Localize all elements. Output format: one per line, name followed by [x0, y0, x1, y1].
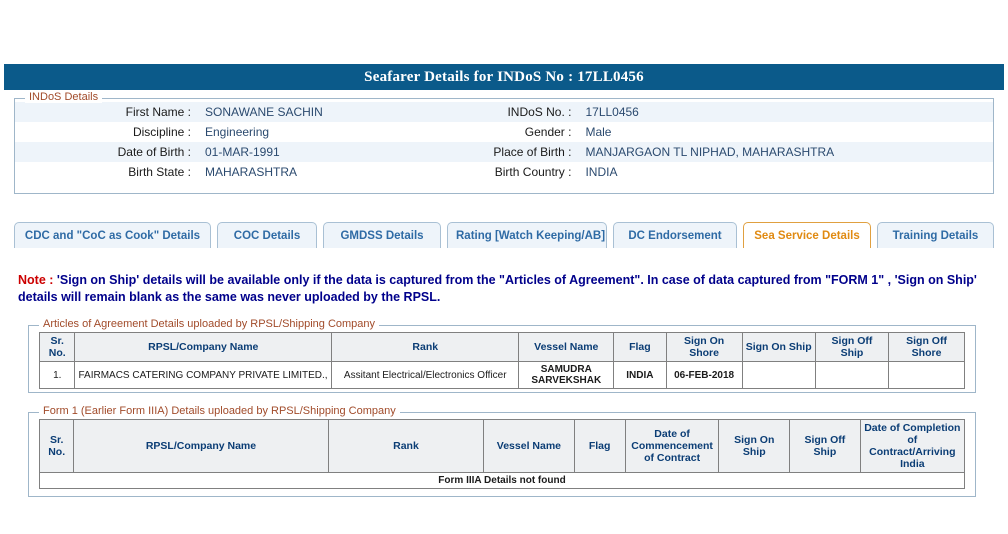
cell-sign-off-shore: [889, 362, 965, 389]
tab-label: COC Details: [233, 230, 301, 242]
column-header-rank: Rank: [332, 333, 519, 362]
empty-message: Form IIIA Details not found: [40, 473, 965, 489]
column-header-sign-on-shore: Sign On Shore: [666, 333, 742, 362]
cell-company-name: FAIRMACS CATERING COMPANY PRIVATE LIMITED.,: [75, 362, 332, 389]
gender-value: Male: [585, 125, 612, 139]
tab-dc-endorsement[interactable]: [613, 222, 737, 248]
tab-coc-details[interactable]: [217, 222, 317, 248]
tab-training-details[interactable]: [877, 222, 994, 248]
indos-no-value: 17LL0456: [585, 105, 639, 119]
table-header-row: [40, 333, 965, 362]
cell-flag: INDIA: [614, 362, 667, 389]
table-header-row: [40, 420, 965, 473]
tab-label: DC Endorsement: [628, 230, 722, 242]
discipline-label: Discipline :: [132, 125, 191, 139]
articles-of-agreement-section: [28, 318, 976, 393]
tab-rating-watch-keeping-ab[interactable]: [447, 222, 607, 248]
column-header-sign-on-ship: Sign On Ship: [742, 333, 815, 362]
column-header-sr-no: Sr. No.: [40, 333, 75, 362]
tab-label: Rating [Watch Keeping/AB]: [456, 230, 606, 242]
cell-sign-off-ship: [815, 362, 888, 389]
tab-label: Training Details: [892, 230, 979, 242]
column-header-date-of-completion-of-contract: Date of Completion of Contract/Arriving India: [860, 420, 964, 473]
page-title-text: Seafarer Details for INDoS No : 17LL0456: [364, 68, 644, 85]
table-row: [40, 473, 965, 489]
date-of-birth-label: Date of Birth :: [117, 145, 191, 159]
discipline-value: Engineering: [205, 125, 270, 139]
table-row: [15, 102, 993, 122]
tab-sea-service-details[interactable]: [743, 222, 871, 248]
column-header-sr-no: Sr. No.: [40, 420, 74, 473]
cell-sr-no: 1.: [40, 362, 75, 389]
articles-of-agreement-table: [39, 332, 965, 389]
column-header-sign-off-ship: Sign Off Ship: [815, 333, 888, 362]
indos-details-section: [14, 91, 994, 194]
column-header-sign-on-ship: Sign On Ship: [719, 420, 790, 473]
indos-details-table: [15, 102, 993, 182]
form1-legend: Form 1 (Earlier Form IIIA) Details uploaded by RPSL/Shipping Company: [39, 405, 400, 417]
cell-sign-on-shore: 06-FEB-2018: [666, 362, 742, 389]
column-header-sign-off-shore: Sign Off Shore: [889, 333, 965, 362]
birth-country-label: Birth Country :: [494, 165, 572, 179]
note-text: [18, 272, 986, 306]
column-header-flag: Flag: [574, 420, 625, 473]
column-header-sign-off-ship: Sign Off Ship: [790, 420, 861, 473]
birth-state-label: Birth State :: [128, 165, 191, 179]
form1-table: [39, 419, 965, 489]
column-header-date-of-commencement-of-contract: Date of Commencement of Contract: [625, 420, 719, 473]
tab-cdc-and-coc-as-cook-details[interactable]: [14, 222, 211, 248]
place-of-birth-label: Place of Birth :: [493, 145, 572, 159]
cell-rank: Assitant Electrical/Electronics Officer: [332, 362, 519, 389]
column-header-company-name: RPSL/Company Name: [74, 420, 328, 473]
tab-gmdss-details[interactable]: [323, 222, 441, 248]
table-row: [15, 162, 993, 182]
note-body: 'Sign on Ship' details will be available only if the data is captured from the "Articles of Agreement". In case of data captured from "FORM 1" , 'Sign on Ship' details will remain blank as the same was never uploaded by the RPSL.: [18, 273, 977, 304]
tab-label: CDC and "CoC as Cook" Details: [24, 230, 201, 242]
articles-of-agreement-legend: Articles of Agreement Details uploaded by RPSL/Shipping Company: [39, 318, 379, 330]
form1-section: [28, 405, 976, 497]
page-title: [4, 64, 1004, 90]
birth-state-value: MAHARASHTRA: [205, 165, 298, 179]
tab-label: Sea Service Details: [754, 230, 860, 242]
column-header-rank: Rank: [328, 420, 484, 473]
note-label: Note :: [18, 273, 54, 287]
column-header-company-name: RPSL/Company Name: [75, 333, 332, 362]
column-header-vessel-name: Vessel Name: [484, 420, 574, 473]
date-of-birth-value: 01-MAR-1991: [205, 145, 280, 159]
first-name-value: SONAWANE SACHIN: [205, 105, 323, 119]
table-row: [40, 362, 965, 389]
place-of-birth-value: MANJARGAON TL NIPHAD, MAHARASHTRA: [585, 145, 835, 159]
column-header-flag: Flag: [614, 333, 667, 362]
cell-vessel-name: SAMUDRA SARVEKSHAK: [519, 362, 614, 389]
table-row: [15, 142, 993, 162]
table-row: [15, 122, 993, 142]
first-name-label: First Name :: [125, 105, 191, 119]
birth-country-value: INDIA: [585, 165, 618, 179]
indos-details-legend: INDoS Details: [25, 91, 102, 103]
gender-label: Gender :: [524, 125, 572, 139]
column-header-vessel-name: Vessel Name: [519, 333, 614, 362]
tab-label: GMDSS Details: [340, 230, 424, 242]
cell-sign-on-ship: [742, 362, 815, 389]
indos-no-label: INDoS No. :: [507, 105, 572, 119]
tab-bar: [14, 222, 994, 250]
